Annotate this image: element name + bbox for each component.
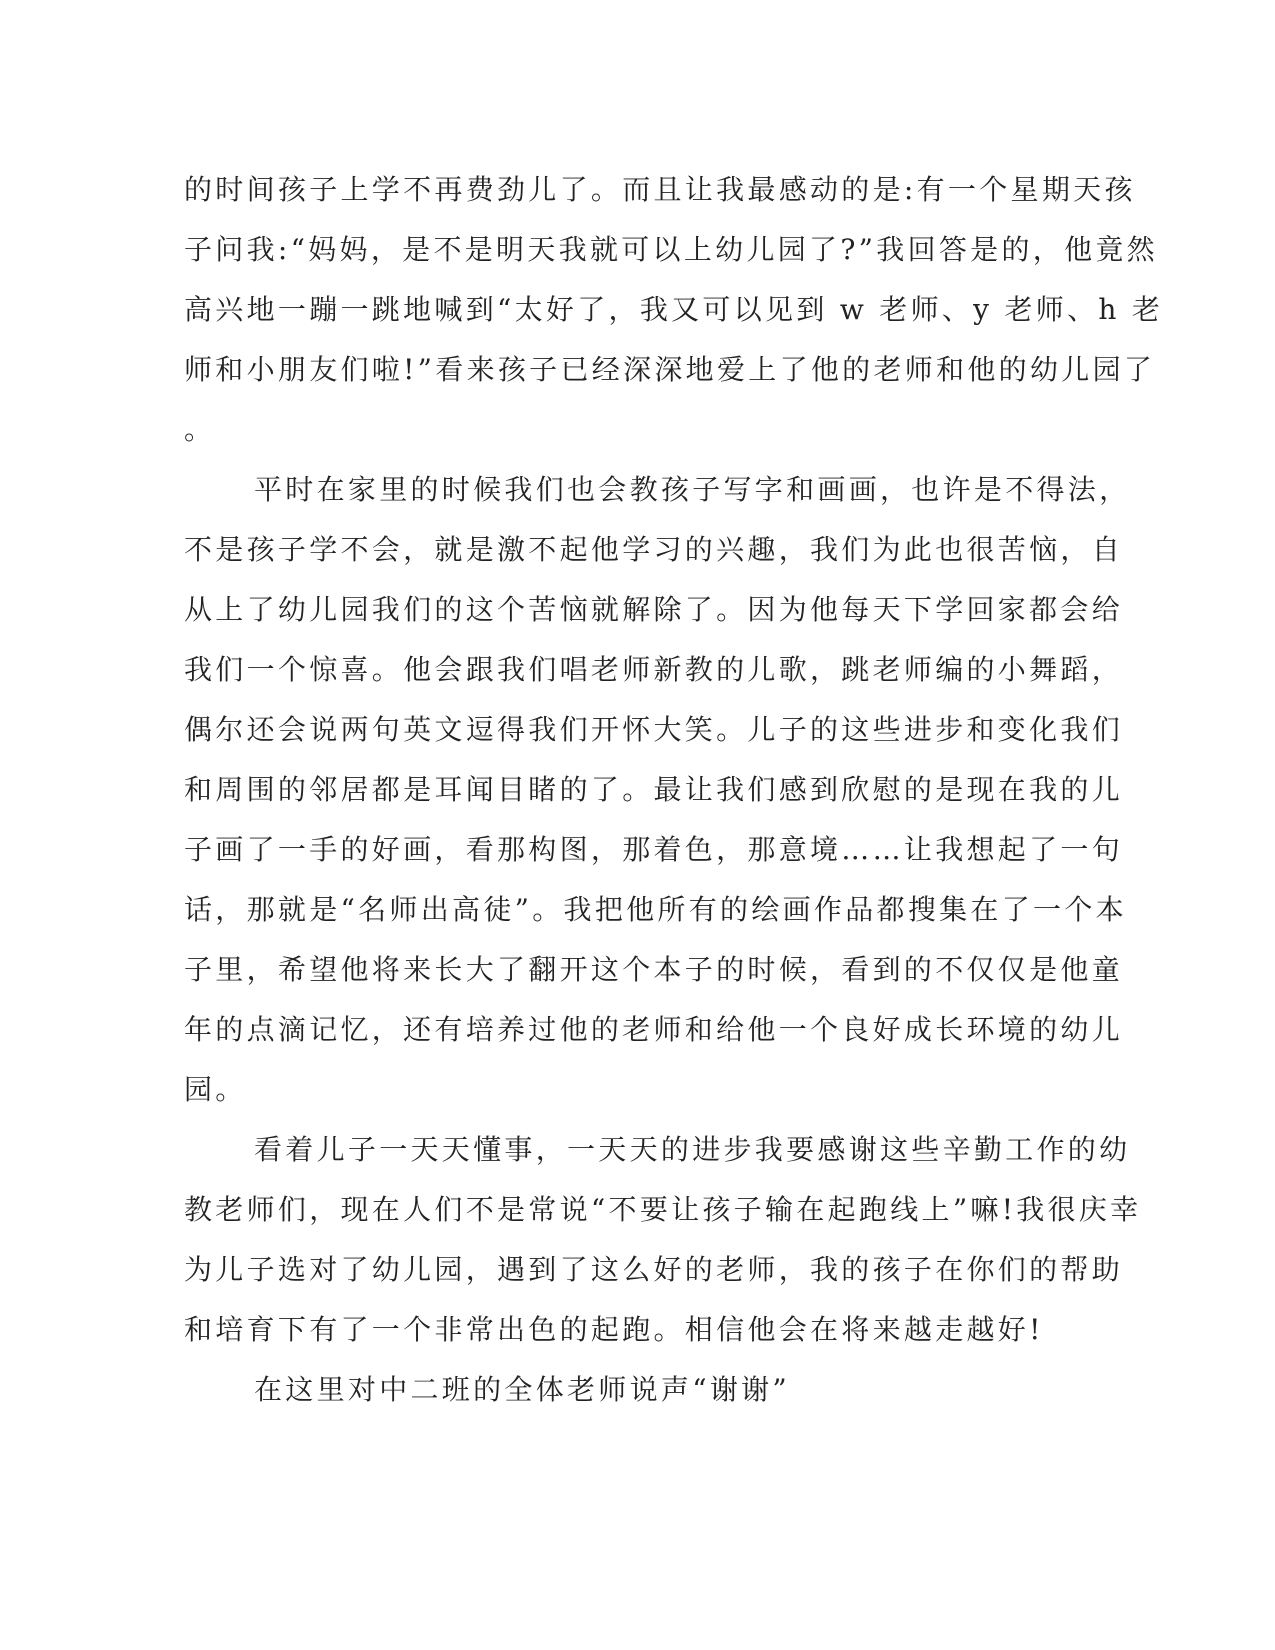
text-line: 从上了幼儿园我们的这个苦恼就解除了。因为他每天下学回家都会给 bbox=[184, 593, 1124, 626]
text-line: 和培育下有了一个非常出色的起跑。相信他会在将来越走越好! bbox=[184, 1313, 1044, 1346]
text-line: 和周围的邻居都是耳闻目睹的了。最让我们感到欣慰的是现在我的儿 bbox=[184, 773, 1124, 806]
body-text bbox=[184, 160, 1164, 1420]
text-line: 看着儿子一天天懂事，一天天的进步我要感谢这些辛勤工作的幼 bbox=[254, 1133, 1131, 1166]
text-line: 偶尔还会说两句英文逗得我们开怀大笑。儿子的这些进步和变化我们 bbox=[184, 713, 1124, 746]
text-line: 高兴地一蹦一跳地喊到“太好了，我又可以见到 w 老师、y 老师、h 老 bbox=[184, 293, 1164, 326]
text-line: 教老师们，现在人们不是常说“不要让孩子输在起跑线上”嘛!我很庆幸 bbox=[184, 1193, 1142, 1226]
text-line: 的时间孩子上学不再费劲儿了。而且让我最感动的是:有一个星期天孩 bbox=[184, 173, 1136, 206]
text-line: 子画了一手的好画，看那构图，那着色，那意境……让我想起了一句 bbox=[184, 833, 1124, 866]
text-line: 我们一个惊喜。他会跟我们唱老师新教的儿歌，跳老师编的小舞蹈， bbox=[184, 653, 1124, 686]
text-line: 年的点滴记忆，还有培养过他的老师和给他一个良好成长环境的幼儿 bbox=[184, 1013, 1124, 1046]
text-line: 为儿子选对了幼儿园，遇到了这么好的老师，我的孩子在你们的帮助 bbox=[184, 1253, 1124, 1286]
text-line: 。 bbox=[184, 413, 216, 446]
text-line: 园。 bbox=[184, 1073, 247, 1106]
text-line: 在这里对中二班的全体老师说声“谢谢” bbox=[254, 1373, 791, 1406]
text-line: 平时在家里的时候我们也会教孩子写字和画画，也许是不得法， bbox=[254, 473, 1131, 506]
text-line: 不是孩子学不会，就是激不起他学习的兴趣，我们为此也很苦恼，自 bbox=[184, 533, 1124, 566]
text-line: 子里，希望他将来长大了翻开这个本子的时候，看到的不仅仅是他童 bbox=[184, 953, 1124, 986]
text-line: 子问我:“妈妈，是不是明天我就可以上幼儿园了?”我回答是的，他竟然 bbox=[184, 233, 1158, 266]
text-line: 话，那就是“名师出高徒”。我把他所有的绘画作品都搜集在了一个本 bbox=[184, 893, 1127, 926]
text-line: 师和小朋友们啦!”看来孩子已经深深地爱上了他的老师和他的幼儿园了 bbox=[184, 353, 1156, 386]
